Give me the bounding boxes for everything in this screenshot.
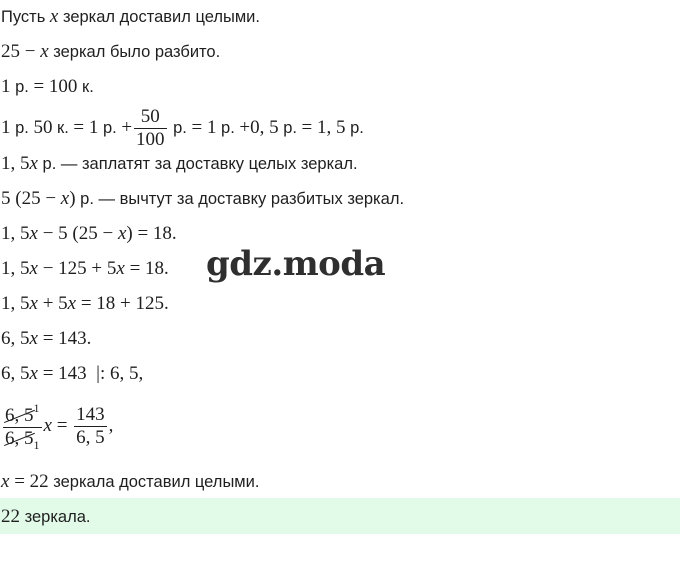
fraction-143-6-5 [74, 405, 107, 448]
math: 6, 5 [1, 363, 30, 384]
line-12 [1, 398, 113, 455]
math: 50 [33, 117, 53, 138]
math: +0, 5 [239, 117, 279, 138]
text: зеркал доставил целыми. [58, 8, 260, 26]
var-x: x [116, 258, 125, 279]
var-x: x [29, 328, 38, 349]
var-x: x [60, 188, 70, 209]
math: = 143 |: 6, 5, [37, 363, 144, 384]
fraction-50-100 [134, 107, 167, 150]
text: р. [168, 119, 192, 137]
math: , [108, 415, 114, 436]
math: 1, 5 [1, 258, 30, 279]
subscript: 1 [33, 438, 40, 453]
fraction-denominator [3, 428, 42, 455]
math: 1 [1, 76, 11, 97]
fraction-cancelled [3, 398, 42, 455]
line-10 [1, 328, 91, 350]
math: = 1 [191, 117, 217, 138]
math: − 5 (25 − [37, 223, 118, 244]
text: р. [345, 119, 364, 137]
math: 6, 5 [1, 328, 30, 349]
text: р. [278, 119, 302, 137]
var-x: x [67, 293, 77, 314]
math: = 22 [9, 471, 49, 492]
math: + 5 [37, 293, 68, 314]
math: = 18 + 125. [76, 293, 169, 314]
var-x: x [29, 223, 38, 244]
line-11 [1, 363, 143, 385]
text: р. [216, 119, 240, 137]
fraction-numerator [3, 398, 42, 428]
answer-line [1, 506, 90, 528]
text: к. [52, 119, 74, 137]
fraction-denominator: 6, 5 [76, 427, 105, 449]
line-7 [1, 223, 177, 245]
var-x: x [29, 363, 38, 384]
math: ) = 18. [126, 223, 177, 244]
line-13 [1, 471, 259, 493]
math: 25 − [1, 41, 41, 62]
math: 1, 5 [1, 293, 30, 314]
math: = 18. [124, 258, 169, 279]
fraction-numerator: 143 [76, 404, 105, 426]
answer-highlight [0, 498, 680, 534]
cancelled-value: 6, 5 [5, 428, 34, 450]
line-4 [1, 102, 364, 154]
math: 1 [1, 117, 11, 138]
line-2 [1, 41, 220, 63]
text: р. — заплатят за доставку целых зеркал. [37, 155, 358, 173]
var-x: x [29, 293, 38, 314]
var-x: x [29, 258, 38, 279]
line-3 [1, 76, 94, 98]
math: 5 (25 − [1, 188, 61, 209]
var-x: x [40, 41, 49, 62]
math: = [51, 415, 73, 436]
math: + [121, 117, 133, 138]
text: зеркала доставил целыми. [48, 473, 260, 491]
math: = 1 [73, 117, 99, 138]
text: р. [10, 119, 34, 137]
text: р. [98, 119, 122, 137]
text: р. [10, 78, 34, 96]
line-9 [1, 293, 169, 315]
math: = 1, 5 [301, 117, 346, 138]
math: 22 [1, 506, 20, 527]
text: Пусть [1, 8, 50, 26]
math: − 125 + 5 [37, 258, 117, 279]
line-5 [1, 153, 358, 175]
var-x: x [49, 6, 59, 27]
math: = 143. [37, 328, 92, 349]
text: зеркал было разбито. [48, 43, 221, 61]
superscript: 1 [33, 401, 40, 416]
math: 1, 5 [1, 153, 30, 174]
math: ) [69, 188, 76, 209]
var-x: x [117, 223, 127, 244]
fraction-numerator: 50 [134, 107, 167, 129]
line-6 [1, 188, 404, 210]
cancelled-value: 6, 5 [5, 405, 34, 427]
math: = 100 [33, 76, 78, 97]
var-x: x [43, 415, 52, 436]
watermark: gdz.moda [206, 244, 386, 284]
var-x: x [1, 471, 10, 492]
line-8 [1, 258, 169, 280]
line-1 [1, 6, 260, 28]
fraction-denominator: 100 [136, 129, 165, 151]
text: зеркала. [20, 508, 91, 526]
text: р. — вычтут за доставку разбитых зеркал. [75, 190, 405, 208]
math: 1, 5 [1, 223, 30, 244]
text: к. [77, 78, 94, 96]
var-x: x [29, 153, 38, 174]
